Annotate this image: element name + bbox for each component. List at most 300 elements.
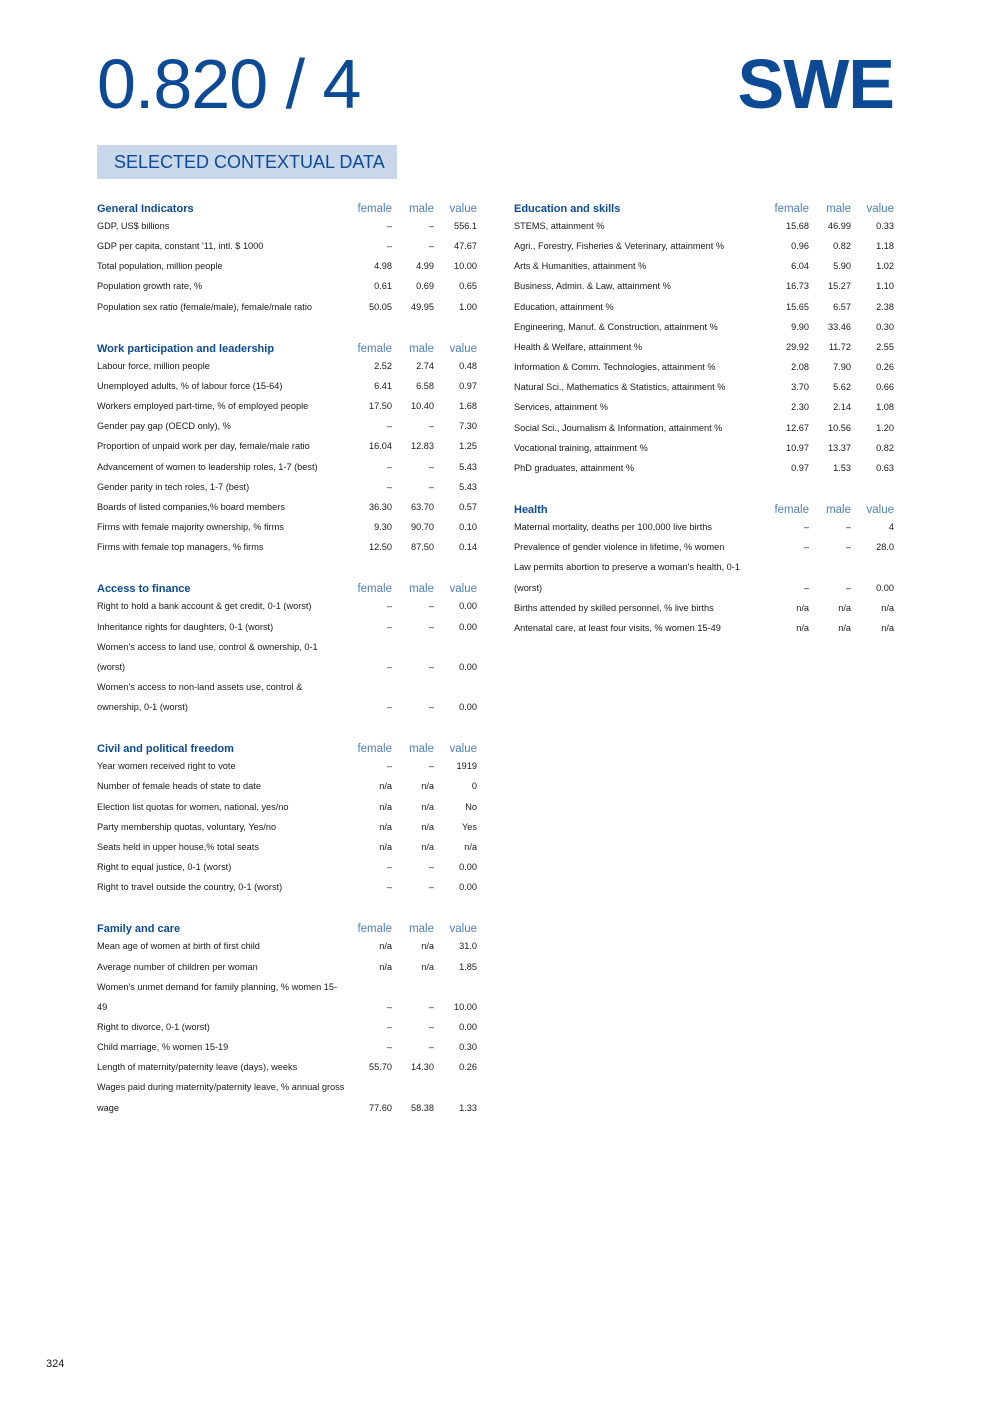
female-value: n/a bbox=[379, 821, 392, 832]
section-header bbox=[97, 196, 477, 216]
female-value: 17.50 bbox=[369, 401, 392, 412]
ratio-value: 4 bbox=[888, 522, 894, 533]
column-header-male: male bbox=[409, 342, 434, 355]
row-label: Advancement of women to leadership roles, 1-7 (best) bbox=[97, 461, 318, 472]
row-label: Average number of children per woman bbox=[97, 961, 258, 972]
ratio-value: 0.66 bbox=[876, 382, 894, 393]
column-header-value: value bbox=[449, 203, 477, 215]
ratio-value: 0.82 bbox=[876, 442, 894, 453]
table-row bbox=[514, 216, 894, 236]
table-row bbox=[97, 617, 477, 637]
row-label: Number of female heads of state to date bbox=[97, 781, 261, 792]
ratio-value: n/a bbox=[881, 602, 894, 613]
row-label: Total population, million people bbox=[97, 261, 223, 272]
female-value: – bbox=[386, 1001, 392, 1012]
data-section bbox=[97, 336, 477, 558]
section-title: Work participation and leadership bbox=[97, 342, 275, 355]
section-header bbox=[514, 196, 894, 216]
row-label: Information & Comm. Technologies, attainment % bbox=[514, 362, 716, 373]
male-value: n/a bbox=[421, 821, 434, 832]
row-label: GDP per capita, constant '11, intl. $ 1000 bbox=[97, 241, 264, 252]
female-value: – bbox=[386, 702, 392, 713]
table-row bbox=[514, 397, 894, 417]
row-label: Women's unmet demand for family planning, % women 15-49 bbox=[97, 981, 338, 1012]
table-row bbox=[97, 356, 477, 376]
column-header-male: male bbox=[409, 583, 434, 596]
table-row bbox=[514, 357, 894, 377]
column-header-female: female bbox=[357, 583, 392, 596]
table-row bbox=[514, 618, 894, 638]
row-label: Right to divorce, 0-1 (worst) bbox=[97, 1022, 210, 1032]
female-value: – bbox=[386, 661, 392, 672]
male-value: n/a bbox=[421, 841, 434, 852]
table-row bbox=[97, 477, 477, 497]
row-label: Wages paid during maternity/paternity leave, % annual gross wage bbox=[97, 1082, 345, 1113]
female-value: – bbox=[386, 241, 392, 252]
column-header-value: value bbox=[449, 342, 477, 355]
score-title: 0.820 / 4 bbox=[97, 45, 361, 123]
female-value: n/a bbox=[379, 961, 392, 972]
female-value: 0.97 bbox=[791, 462, 809, 473]
table-row bbox=[514, 438, 894, 458]
male-value: – bbox=[428, 241, 434, 252]
male-value: – bbox=[428, 1022, 434, 1032]
section-banner: SELECTED CONTEXTUAL DATA bbox=[97, 145, 397, 179]
row-label: Engineering, Manuf. & Construction, attainment % bbox=[514, 321, 718, 332]
column-header-male: male bbox=[409, 743, 434, 756]
female-value: 0.61 bbox=[374, 281, 392, 292]
ratio-value: n/a bbox=[881, 622, 894, 633]
male-value: 11.72 bbox=[828, 341, 851, 352]
female-value: – bbox=[386, 1042, 392, 1053]
male-value: n/a bbox=[421, 961, 434, 972]
female-value: 2.30 bbox=[791, 402, 809, 413]
table-row bbox=[97, 537, 477, 557]
female-value: n/a bbox=[796, 622, 809, 633]
male-value: – bbox=[428, 621, 434, 632]
female-value: 3.70 bbox=[791, 382, 809, 393]
male-value: 13.37 bbox=[828, 442, 851, 453]
row-label: Business, Admin. & Law, attainment % bbox=[514, 281, 671, 292]
ratio-value: 1.02 bbox=[876, 261, 894, 272]
table-row bbox=[97, 297, 477, 317]
row-label: Vocational training, attainment % bbox=[514, 442, 648, 453]
table-row bbox=[514, 517, 894, 537]
row-label: Gender pay gap (OECD only), % bbox=[97, 421, 231, 432]
male-value: 14.30 bbox=[411, 1062, 434, 1073]
female-value: – bbox=[386, 461, 392, 472]
ratio-value: 1.68 bbox=[459, 401, 477, 412]
section-header bbox=[97, 336, 477, 356]
female-value: – bbox=[386, 862, 392, 873]
table-row bbox=[514, 276, 894, 296]
table-row bbox=[97, 596, 477, 616]
ratio-value: 0.26 bbox=[876, 362, 894, 373]
male-value: n/a bbox=[838, 602, 851, 613]
ratio-value: 1.18 bbox=[876, 241, 894, 252]
female-value: 55.70 bbox=[369, 1062, 392, 1073]
table-row bbox=[514, 377, 894, 397]
country-code: SWE bbox=[737, 45, 894, 123]
female-value: n/a bbox=[379, 841, 392, 852]
column-header-female: female bbox=[774, 504, 809, 517]
ratio-value: 31.0 bbox=[459, 941, 477, 952]
ratio-value: 5.43 bbox=[459, 461, 477, 472]
row-label: Workers employed part-time, % of employed people bbox=[97, 401, 309, 412]
column-header-female: female bbox=[774, 203, 809, 215]
row-label: Social Sci., Journalism & Information, attainment % bbox=[514, 422, 723, 433]
female-value: 15.68 bbox=[786, 221, 809, 231]
table-row bbox=[97, 797, 477, 817]
ratio-value: 1.08 bbox=[876, 402, 894, 413]
column-header-value: value bbox=[449, 923, 477, 936]
female-value: – bbox=[386, 481, 392, 492]
table-row bbox=[97, 977, 477, 1017]
ratio-value: 0.48 bbox=[459, 360, 477, 371]
ratio-value: 7.30 bbox=[459, 421, 477, 432]
male-value: 5.62 bbox=[833, 382, 851, 393]
row-label: Inheritance rights for daughters, 0-1 (worst) bbox=[97, 621, 274, 632]
table-row bbox=[97, 776, 477, 796]
row-label: Births attended by skilled personnel, % live births bbox=[514, 602, 714, 613]
female-value: 16.04 bbox=[369, 441, 392, 452]
male-value: – bbox=[428, 601, 434, 612]
ratio-value: 0.00 bbox=[459, 601, 477, 612]
female-value: 15.65 bbox=[786, 301, 809, 312]
male-value: – bbox=[845, 522, 851, 533]
row-label: Women's access to land use, control & ownership, 0-1 (worst) bbox=[97, 641, 318, 672]
row-label: PhD graduates, attainment % bbox=[514, 462, 635, 473]
female-value: 6.04 bbox=[791, 261, 809, 272]
ratio-value: 0.33 bbox=[876, 221, 894, 231]
row-label: Election list quotas for women, national, yes/no bbox=[97, 801, 289, 812]
table-row bbox=[97, 416, 477, 436]
row-label: Health & Welfare, attainment % bbox=[514, 341, 643, 352]
left-column bbox=[97, 196, 477, 1137]
data-section bbox=[97, 196, 477, 317]
male-value: n/a bbox=[838, 622, 851, 633]
row-label: Agri., Forestry, Fisheries & Veterinary, attainment % bbox=[514, 241, 725, 252]
male-value: – bbox=[428, 461, 434, 472]
row-label: Party membership quotas, voluntary, Yes/no bbox=[97, 821, 277, 832]
right-column bbox=[514, 196, 894, 657]
male-value: – bbox=[428, 661, 434, 672]
table-row bbox=[97, 677, 477, 717]
female-value: 12.50 bbox=[369, 542, 392, 553]
table-row bbox=[97, 857, 477, 877]
ratio-value: 1.25 bbox=[459, 441, 477, 452]
row-label: Year women received right to vote bbox=[97, 761, 236, 772]
female-value: 2.08 bbox=[791, 362, 809, 373]
female-value: – bbox=[803, 522, 809, 533]
female-value: 16.73 bbox=[786, 281, 809, 292]
female-value: – bbox=[386, 421, 392, 432]
ratio-value: n/a bbox=[464, 841, 477, 852]
male-value: 0.69 bbox=[416, 281, 434, 292]
ratio-value: 1.10 bbox=[876, 281, 894, 292]
male-value: 4.99 bbox=[416, 261, 434, 272]
ratio-value: 1.85 bbox=[459, 961, 477, 972]
table-row bbox=[97, 396, 477, 416]
section-title: Education and skills bbox=[514, 203, 621, 215]
ratio-value: 1.33 bbox=[459, 1102, 477, 1113]
ratio-value: 0.26 bbox=[459, 1062, 477, 1073]
row-label: Unemployed adults, % of labour force (15-64) bbox=[97, 380, 283, 391]
page-number: 324 bbox=[46, 1358, 65, 1370]
section-header bbox=[97, 736, 477, 756]
male-value: – bbox=[845, 582, 851, 593]
table-row bbox=[97, 756, 477, 776]
ratio-value: 10.00 bbox=[454, 1001, 477, 1012]
data-section bbox=[97, 736, 477, 897]
male-value: 63.70 bbox=[411, 501, 434, 512]
female-value: n/a bbox=[379, 941, 392, 952]
data-section bbox=[514, 196, 894, 478]
ratio-value: 0.00 bbox=[459, 862, 477, 873]
female-value: – bbox=[386, 1022, 392, 1032]
female-value: 77.60 bbox=[369, 1102, 392, 1113]
row-label: Arts & Humanities, attainment % bbox=[514, 261, 647, 272]
ratio-value: 0.63 bbox=[876, 462, 894, 473]
male-value: 10.56 bbox=[828, 422, 851, 433]
section-header bbox=[514, 497, 894, 517]
data-section bbox=[97, 576, 477, 717]
row-label: Child marriage, % women 15-19 bbox=[97, 1042, 229, 1053]
ratio-value: 556.1 bbox=[454, 221, 477, 231]
female-value: 2.52 bbox=[374, 360, 392, 371]
ratio-value: 1919 bbox=[456, 761, 477, 772]
male-value: – bbox=[428, 421, 434, 432]
male-value: 6.58 bbox=[416, 380, 434, 391]
male-value: – bbox=[428, 221, 434, 231]
column-header-male: male bbox=[826, 203, 851, 215]
table-row bbox=[514, 418, 894, 438]
ratio-value: 5.43 bbox=[459, 481, 477, 492]
table-row bbox=[97, 236, 477, 256]
female-value: – bbox=[386, 221, 392, 231]
male-value: 0.82 bbox=[833, 241, 851, 252]
table-row bbox=[514, 458, 894, 478]
male-value: 15.27 bbox=[828, 281, 851, 292]
female-value: – bbox=[386, 761, 392, 772]
ratio-value: 0.14 bbox=[459, 542, 477, 553]
male-value: 5.90 bbox=[833, 261, 851, 272]
ratio-value: 0.65 bbox=[459, 281, 477, 292]
section-title: Access to finance bbox=[97, 583, 191, 596]
table-row bbox=[97, 216, 477, 236]
male-value: – bbox=[428, 1042, 434, 1053]
male-value: n/a bbox=[421, 941, 434, 952]
row-label: Proportion of unpaid work per day, female/male ratio bbox=[97, 441, 310, 452]
female-value: 10.97 bbox=[786, 442, 809, 453]
section-header bbox=[97, 916, 477, 936]
ratio-value: 28.0 bbox=[876, 542, 894, 553]
table-row bbox=[97, 276, 477, 296]
female-value: 4.98 bbox=[374, 261, 392, 272]
ratio-value: 2.38 bbox=[876, 301, 894, 312]
ratio-value: 2.55 bbox=[876, 341, 894, 352]
row-label: Population sex ratio (female/male), female/male ratio bbox=[97, 301, 312, 312]
table-row bbox=[97, 877, 477, 897]
column-header-male: male bbox=[409, 203, 434, 215]
column-header-male: male bbox=[409, 923, 434, 936]
table-row bbox=[97, 957, 477, 977]
female-value: 9.30 bbox=[374, 522, 392, 533]
ratio-value: No bbox=[465, 801, 477, 812]
male-value: – bbox=[845, 542, 851, 553]
female-value: – bbox=[803, 582, 809, 593]
ratio-value: Yes bbox=[462, 821, 477, 832]
ratio-value: 0.00 bbox=[459, 1022, 477, 1032]
male-value: 49.95 bbox=[411, 301, 434, 312]
data-section bbox=[514, 497, 894, 638]
female-value: 6.41 bbox=[374, 380, 392, 391]
row-label: Right to hold a bank account & get credit, 0-1 (worst) bbox=[97, 601, 312, 612]
male-value: 58.38 bbox=[411, 1102, 434, 1113]
row-label: Firms with female top managers, % firms bbox=[97, 542, 264, 553]
female-value: – bbox=[386, 882, 392, 893]
male-value: – bbox=[428, 1001, 434, 1012]
column-header-female: female bbox=[357, 923, 392, 936]
female-value: – bbox=[803, 542, 809, 553]
row-label: Mean age of women at birth of first child bbox=[97, 941, 260, 952]
table-row bbox=[97, 1017, 477, 1037]
table-row bbox=[514, 317, 894, 337]
male-value: – bbox=[428, 481, 434, 492]
table-row bbox=[97, 1077, 477, 1117]
female-value: n/a bbox=[379, 781, 392, 792]
row-label: Boards of listed companies,% board members bbox=[97, 501, 285, 512]
ratio-value: 0.00 bbox=[876, 582, 894, 593]
data-section bbox=[97, 916, 477, 1117]
female-value: n/a bbox=[796, 602, 809, 613]
row-label: Natural Sci., Mathematics & Statistics, attainment % bbox=[514, 382, 726, 393]
row-label: STEMS, attainment % bbox=[514, 221, 605, 231]
female-value: – bbox=[386, 621, 392, 632]
male-value: – bbox=[428, 702, 434, 713]
male-value: 87.50 bbox=[411, 542, 434, 553]
table-row bbox=[97, 837, 477, 857]
column-header-value: value bbox=[449, 743, 477, 756]
row-label: Right to travel outside the country, 0-1 (worst) bbox=[97, 882, 283, 893]
section-title: Family and care bbox=[97, 923, 181, 936]
ratio-value: 1.00 bbox=[459, 301, 477, 312]
ratio-value: 0.30 bbox=[876, 321, 894, 332]
ratio-value: 0 bbox=[471, 781, 477, 792]
female-value: 9.90 bbox=[791, 321, 809, 332]
ratio-value: 0.00 bbox=[459, 621, 477, 632]
section-title: General Indicators bbox=[97, 203, 194, 215]
row-label: Firms with female majority ownership, % firms bbox=[97, 522, 284, 533]
female-value: n/a bbox=[379, 801, 392, 812]
male-value: 2.14 bbox=[833, 402, 851, 413]
row-label: Labour force, million people bbox=[97, 360, 210, 371]
table-row bbox=[514, 256, 894, 276]
table-row bbox=[514, 297, 894, 317]
column-header-value: value bbox=[449, 583, 477, 596]
male-value: – bbox=[428, 761, 434, 772]
table-row bbox=[514, 236, 894, 256]
row-label: Right to equal justice, 0-1 (worst) bbox=[97, 862, 232, 873]
table-row bbox=[97, 497, 477, 517]
row-label: Gender parity in tech roles, 1-7 (best) bbox=[97, 481, 250, 492]
ratio-value: 0.00 bbox=[459, 661, 477, 672]
row-label: Services, attainment % bbox=[514, 402, 608, 413]
table-row bbox=[514, 337, 894, 357]
column-header-value: value bbox=[866, 203, 894, 215]
row-label: Law permits abortion to preserve a woman's health, 0-1 (worst) bbox=[514, 562, 740, 593]
row-label: Antenatal care, at least four visits, % women 15-49 bbox=[514, 622, 721, 633]
row-label: Population growth rate, % bbox=[97, 281, 203, 292]
table-row bbox=[97, 1057, 477, 1077]
table-row bbox=[97, 436, 477, 456]
male-value: – bbox=[428, 862, 434, 873]
table-row bbox=[514, 598, 894, 618]
male-value: 46.99 bbox=[828, 221, 851, 231]
section-title: Health bbox=[514, 504, 548, 517]
table-row bbox=[97, 256, 477, 276]
table-row bbox=[514, 537, 894, 557]
table-row bbox=[97, 1037, 477, 1057]
male-value: n/a bbox=[421, 781, 434, 792]
table-row bbox=[97, 936, 477, 956]
row-label: Maternal mortality, deaths per 100,000 live births bbox=[514, 522, 712, 533]
female-value: 36.30 bbox=[369, 501, 392, 512]
ratio-value: 0.30 bbox=[459, 1042, 477, 1053]
section-title: Civil and political freedom bbox=[97, 743, 234, 756]
row-label: GDP, US$ billions bbox=[97, 221, 170, 231]
male-value: 2.74 bbox=[416, 360, 434, 371]
column-header-female: female bbox=[357, 743, 392, 756]
row-label: Length of maternity/paternity leave (days), weeks bbox=[97, 1062, 298, 1073]
female-value: 0.96 bbox=[791, 241, 809, 252]
column-header-female: female bbox=[357, 342, 392, 355]
ratio-value: 0.97 bbox=[459, 380, 477, 391]
female-value: 12.67 bbox=[786, 422, 809, 433]
row-label: Seats held in upper house,% total seats bbox=[97, 841, 259, 852]
male-value: 12.83 bbox=[411, 441, 434, 452]
male-value: 90.70 bbox=[411, 522, 434, 533]
table-row bbox=[97, 637, 477, 677]
ratio-value: 0.00 bbox=[459, 882, 477, 893]
ratio-value: 10.00 bbox=[454, 261, 477, 272]
ratio-value: 1.20 bbox=[876, 422, 894, 433]
table-row bbox=[97, 457, 477, 477]
column-header-male: male bbox=[826, 504, 851, 517]
male-value: 7.90 bbox=[833, 362, 851, 373]
ratio-value: 47.67 bbox=[454, 241, 477, 252]
female-value: 50.05 bbox=[369, 301, 392, 312]
section-header bbox=[97, 576, 477, 596]
row-label: Women's access to non-land assets use, control & ownership, 0-1 (worst) bbox=[97, 681, 303, 713]
ratio-value: 0.10 bbox=[459, 522, 477, 533]
female-value: 29.92 bbox=[786, 341, 809, 352]
table-row bbox=[97, 376, 477, 396]
male-value: – bbox=[428, 882, 434, 893]
column-header-female: female bbox=[357, 203, 392, 215]
male-value: 10.40 bbox=[411, 401, 434, 412]
male-value: 6.57 bbox=[833, 301, 851, 312]
male-value: n/a bbox=[421, 801, 434, 812]
table-row bbox=[514, 557, 894, 597]
column-header-value: value bbox=[866, 504, 894, 517]
ratio-value: 0.00 bbox=[459, 702, 477, 713]
table-row bbox=[97, 817, 477, 837]
ratio-value: 0.57 bbox=[459, 501, 477, 512]
table-row bbox=[97, 517, 477, 537]
male-value: 1.53 bbox=[833, 462, 851, 473]
row-label: Prevalence of gender violence in lifetime, % women bbox=[514, 542, 725, 553]
